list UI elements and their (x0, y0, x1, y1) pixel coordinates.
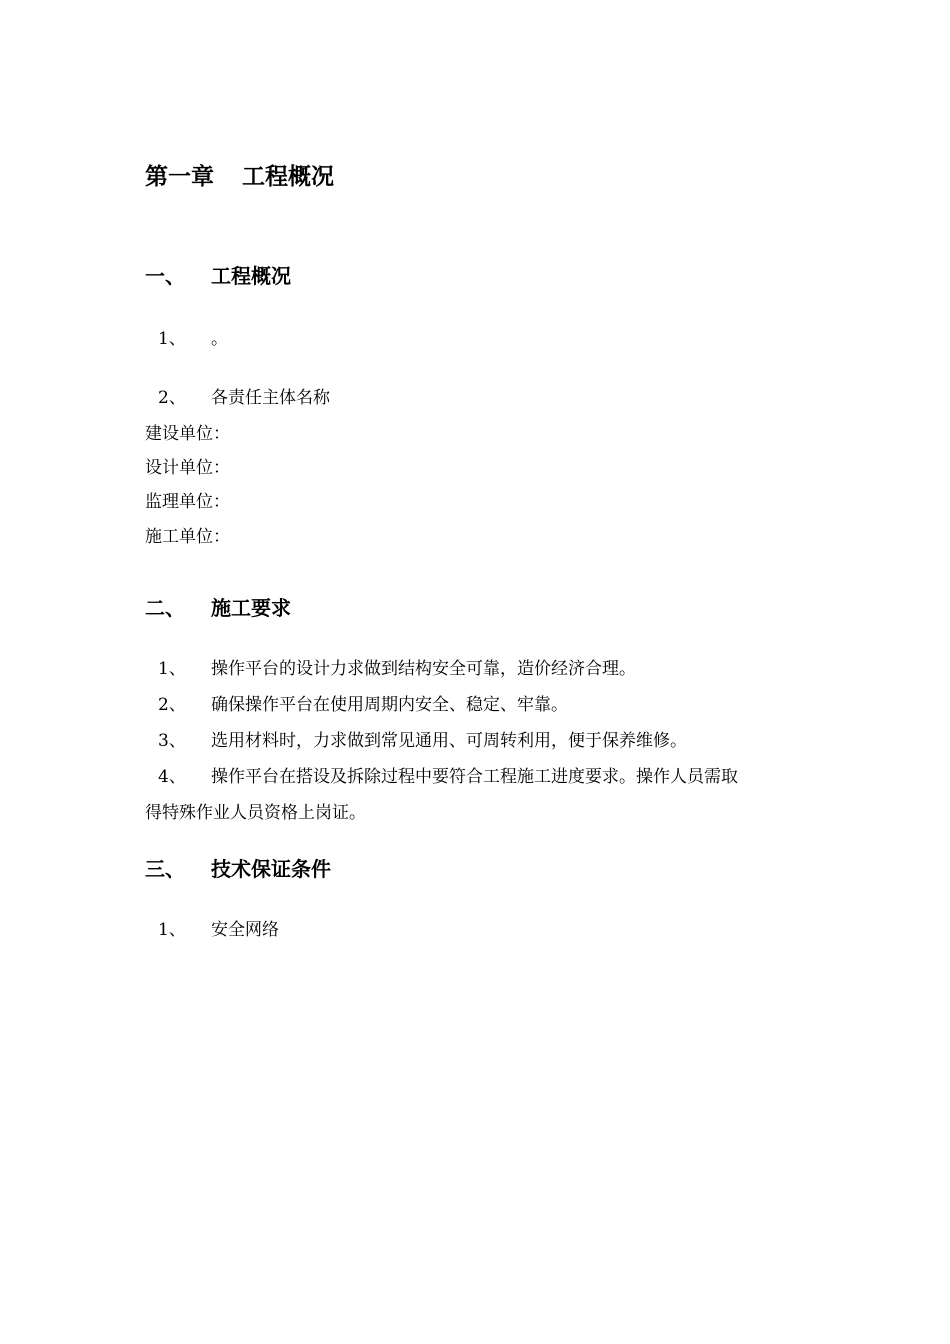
section-3-item-1-number: 1、 (158, 920, 186, 940)
field-contractor-unit: 施工单位： (145, 527, 230, 547)
section-3-number: 三、 (145, 857, 185, 881)
section-1-item-2-text: 各责任主体名称 (211, 388, 330, 408)
section-1-number: 一、 (145, 264, 185, 288)
section-2-title: 施工要求 (211, 596, 291, 620)
section-2-number: 二、 (145, 596, 185, 620)
field-construction-unit: 建设单位： (145, 424, 230, 444)
section-2-item-1-text: 操作平台的设计力求做到结构安全可靠，造价经济合理。 (211, 659, 636, 679)
section-1-title: 工程概况 (211, 264, 291, 288)
section-1-item-1-text: 。 (211, 329, 228, 349)
section-2-item-1-number: 1、 (158, 659, 186, 679)
chapter-label: 第一章 (145, 163, 214, 190)
section-3-title: 技术保证条件 (211, 857, 331, 881)
chapter-title: 工程概况 (242, 163, 334, 190)
chapter-heading (145, 162, 334, 192)
field-supervision-unit: 监理单位： (145, 492, 230, 512)
section-2-item-3-number: 3、 (158, 731, 186, 751)
section-2-item-2-number: 2、 (158, 695, 186, 715)
section-2-item-2-text: 确保操作平台在使用周期内安全、稳定、牢靠。 (211, 695, 568, 715)
section-2-item-4-text: 操作平台在搭设及拆除过程中要符合工程施工进度要求。操作人员需取 (211, 767, 738, 787)
section-2-item-4-continuation: 得特殊作业人员资格上岗证。 (145, 803, 366, 823)
section-2-item-4-number: 4、 (158, 767, 186, 787)
section-3-item-1-text: 安全网络 (211, 920, 279, 940)
section-2-item-3-text: 选用材料时，力求做到常见通用、可周转利用，便于保养维修。 (211, 731, 687, 751)
section-1-item-1-number: 1、 (158, 329, 186, 349)
field-design-unit: 设计单位： (145, 458, 230, 478)
section-1-item-2-number: 2、 (158, 388, 186, 408)
